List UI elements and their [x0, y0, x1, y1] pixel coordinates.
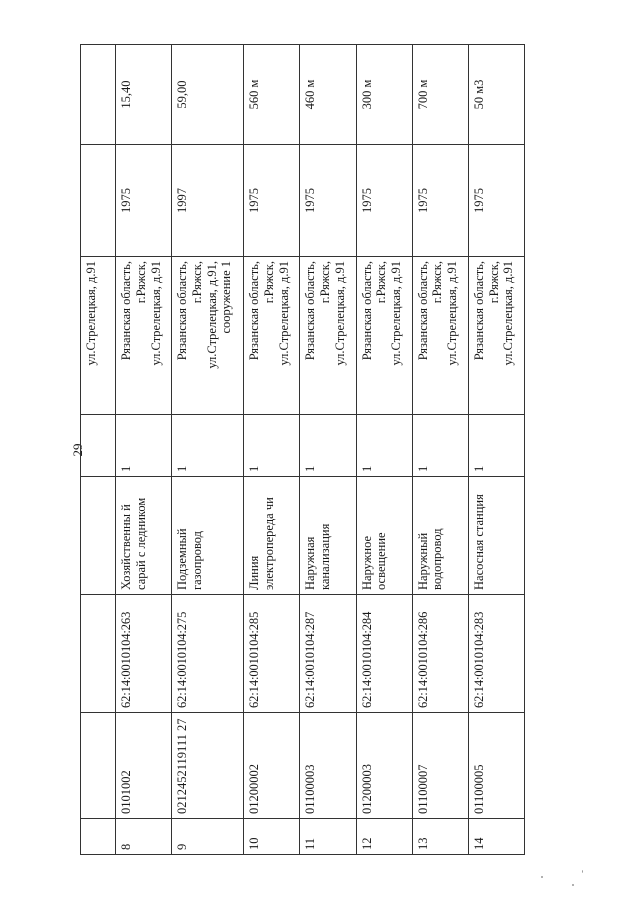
address-line: г.Ряжск, — [374, 261, 389, 304]
quantity: 1 — [468, 415, 524, 477]
object-value: 300 м — [356, 45, 412, 145]
scan-speck — [582, 870, 583, 873]
object-address — [116, 257, 172, 415]
continuation-address: ул.Стрелецкая, д.91 — [81, 257, 116, 415]
year-built: 1975 — [356, 145, 412, 257]
object-address — [300, 257, 356, 415]
table-row — [116, 45, 172, 855]
cadastral-number: 62:14:0010104:263 — [116, 595, 172, 713]
inventory-number: 01200003 — [356, 713, 412, 819]
table-row — [172, 45, 244, 855]
object-name: Наружная канализация — [300, 477, 356, 595]
quantity: 1 — [172, 415, 244, 477]
address-line: Рязанская область, — [471, 261, 486, 361]
object-value: 50 м3 — [468, 45, 524, 145]
cadastral-number: 62:14:0010104:287 — [300, 595, 356, 713]
table-row — [244, 45, 300, 855]
row-number: 10 — [244, 819, 300, 855]
object-name: Линия электропереда чи — [244, 477, 300, 595]
object-name: Наружное освещение — [356, 477, 412, 595]
cadastral-number: 62:14:0010104:283 — [468, 595, 524, 713]
address-line: Рязанская область, — [119, 261, 133, 361]
scan-speck — [541, 876, 543, 878]
year-built: 1997 — [172, 145, 244, 257]
address-line: ул.Стрелецкая, д.91 — [389, 261, 404, 366]
cadastral-number: 62:14:0010104:286 — [412, 595, 468, 713]
row-number: 13 — [412, 819, 468, 855]
address-line: г.Ряжск, — [486, 261, 501, 304]
address-line: г.Ряжск, — [262, 261, 277, 304]
property-table — [80, 44, 525, 855]
quantity: 1 — [116, 415, 172, 477]
quantity: 1 — [412, 415, 468, 477]
object-name: Хозяйственны й сарай с ледником — [116, 477, 172, 595]
object-name: Подземный газопровод — [172, 477, 244, 595]
address-line: Рязанская область, — [303, 261, 318, 361]
row-number: 14 — [468, 819, 524, 855]
year-built: 1975 — [244, 145, 300, 257]
row-number: 12 — [356, 819, 412, 855]
year-built: 1975 — [300, 145, 356, 257]
table-row — [412, 45, 468, 855]
object-value: 560 м — [244, 45, 300, 145]
object-name: Наружный водопровод — [412, 477, 468, 595]
address-line: Рязанская область, — [247, 261, 262, 361]
inventory-number: 01100003 — [300, 713, 356, 819]
continuation-row — [81, 45, 116, 855]
table-row — [468, 45, 524, 855]
object-value: 59,00 — [172, 45, 244, 145]
inventory-number: 01100007 — [412, 713, 468, 819]
address-line: Рязанская область, — [415, 261, 430, 361]
address-line: сооружение 1 — [219, 261, 234, 334]
address-line: ул.Стрелецкая, д.91 — [276, 261, 291, 366]
inventory-number: 01100005 — [468, 713, 524, 819]
row-number: 11 — [300, 819, 356, 855]
address-line: г.Ряжск, — [318, 261, 333, 304]
year-built: 1975 — [412, 145, 468, 257]
inventory-number: 0101002 — [116, 713, 172, 819]
object-value: 700 м — [412, 45, 468, 145]
object-address — [356, 257, 412, 415]
row-number: 9 — [172, 819, 244, 855]
object-name: Насосная станция — [468, 477, 524, 595]
quantity: 1 — [300, 415, 356, 477]
object-value: 15,40 — [116, 45, 172, 145]
address-line: г.Ряжск, — [189, 261, 204, 304]
object-address — [412, 257, 468, 415]
quantity: 1 — [244, 415, 300, 477]
inventory-number: 01200002 — [244, 713, 300, 819]
object-address — [172, 257, 244, 415]
cadastral-number: 62:14:0010104:284 — [356, 595, 412, 713]
page-number: 29 — [70, 443, 85, 457]
address-line: ул.Стрелецкая, д.91, — [204, 261, 219, 369]
scan-speck — [572, 884, 574, 886]
address-line: Рязанская область, — [359, 261, 374, 361]
address-line: Рязанская область, — [175, 261, 190, 361]
row-number: 8 — [116, 819, 172, 855]
address-line: ул.Стрелецкая, д.91 — [501, 261, 516, 366]
address-line: ул.Стрелецкая, д.91 — [148, 261, 163, 366]
cadastral-number: 62:14:0010104:285 — [244, 595, 300, 713]
quantity: 1 — [356, 415, 412, 477]
inventory-number: 0212452119111 27 — [172, 713, 244, 819]
year-built: 1975 — [468, 145, 524, 257]
object-address — [244, 257, 300, 415]
address-line: г.Ряжск, — [133, 261, 148, 304]
object-address — [468, 257, 524, 415]
object-value: 460 м — [300, 45, 356, 145]
table-row — [356, 45, 412, 855]
cadastral-number: 62:14:0010104:275 — [172, 595, 244, 713]
address-line: г.Ряжск, — [430, 261, 445, 304]
address-line: ул.Стрелецкая, д.91 — [332, 261, 347, 366]
table-row — [300, 45, 356, 855]
rotated-table-container — [80, 45, 525, 855]
year-built: 1975 — [116, 145, 172, 257]
address-line: ул.Стрелецкая, д.91 — [445, 261, 460, 366]
